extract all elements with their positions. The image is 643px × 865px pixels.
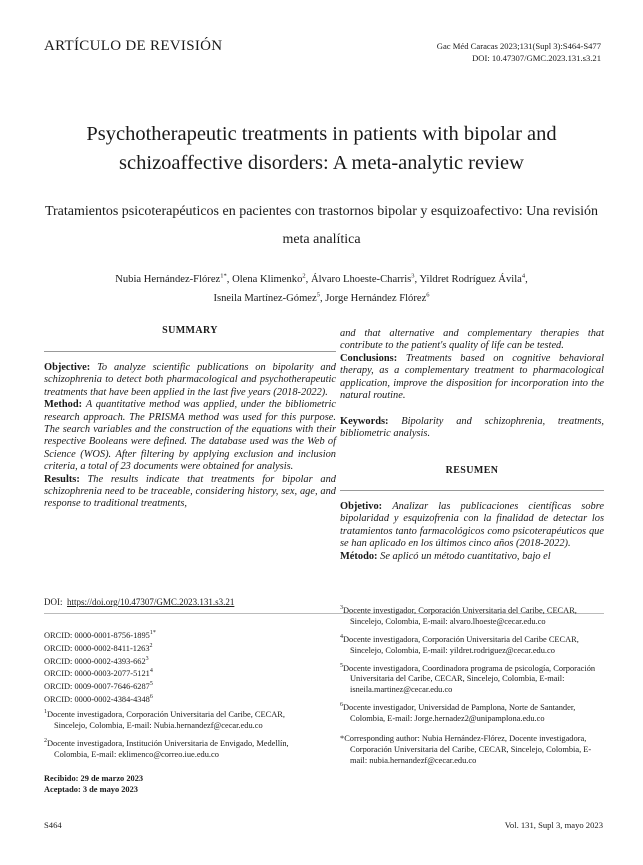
orcid-item[interactable]: ORCID: $0000-0002-4393-662^3$ [44,655,149,666]
journal-citation [437,40,601,64]
affiliation: $^5$Docente investigadora, Coordinadora programa de psicología, Corporación Universitaria del Caribe, CECAR, Sincelejo, Colombia, E-mail: isneila.martinez@cecar.edu.co [340,662,596,695]
volume-info: Vol. 131, Supl 3, mayo 2023 [504,820,603,830]
orcid-item[interactable]: ORCID: 0000-0002-4384-4348$^6$ [44,693,153,704]
affiliation: $^4$Docente investigadora, Corporación Universitaria del Caribe CECAR, Sincelejo, Colombia, E-mail: yildret.rodriguez@cecar.edu.co [340,633,579,655]
corresponding-author: *Corresponding author: Nubia Hernández-Flórez, Docente investigadora, Corporación Universitaria del Caribe, CECAR, Sincelejo, Colombia, E-mail: nubia.hernandezf@cecar.edu.co [340,734,592,766]
journal-line: Gac Méd Caracas 2023;131(Supl 3):S464-S477 [436,41,601,51]
article-title: Psychotherapeutic treatments in patients with bipolar and schizoaffective disorders: A meta-analytic review [86,123,557,174]
author: Jorge Hernández Flórez$^6$ [325,291,430,305]
article-dates [44,773,143,795]
doi-link[interactable]: https://doi.org/10.47307/GMC.2023.131.s3.21 [67,597,235,607]
resumen-abstract: Objetivo: Analizar las publicaciones científicas sobre bipolaridad y esquizofrenia con la finalidad de detectar los tratamientos tanto farmacológicos como psicoterapéuticos que se han aplicado en los últimos cinco años (2018-2022). Método: Se aplicó un método cuantitativo, bajo el [340,501,604,562]
page-number: S464 [44,820,62,830]
summary-abstract: Objective: To analyze scientific publications on bipolarity and schizophrenia to detect both pharmacological and psychotherapeutic treatments that have been applied in the last five years (2018-2022). Method: A quantitative method was applied, under the bibliometric research approach. The PRISMA method was used for this purpose. The search variables and the construction of the equations with their respective Booleans were defined. The database used was the Web of Science (WOS). After filtering by applying exclusion and inclusion criteria, a total of 23 documents were obtained for analysis. Results: The results indicate that treatments for bipolar and schizophrenia need to be traceable, considering history, sex, age, and response to traditional treatments, [44,362,336,510]
journal-doi: DOI: 10.47307/GMC.2023.131.s3.21 [472,53,601,63]
orcid-item[interactable]: ORCID: 0000-0003-2077-5121$^4$ [44,668,153,679]
article-title-spanish: Tratamientos psicoterapéuticos en pacientes con trastornos bipolar y esquizoafectivo: Una revisión meta analítica [44,204,599,247]
author: Álvaro Lhoeste-Charris$^3$, [310,272,418,285]
summary-continued: and that alternative and complementary therapies that contribute to the patient's quality of life can be tested. Conclusions: Treatments based on cognitive behavioral therapy, as a complementary treatment to pharmacological application, improve the disposition for incorporation into the natural routine. [340,328,605,402]
accepted-date: Aceptado: 3 de mayo 2023 [44,785,138,794]
doi-line: DOI: https://doi.org/10.47307/GMC.2023.131.s3.21 [44,597,235,607]
keywords: Keywords: Bipolarity and schizophrenia, treatments, bibliometric analysis. [340,416,604,440]
author: Yildret Rodríguez Ávila$^4$, [419,272,528,285]
orcid-item[interactable]: ORCID: 0000-0002-8411-1263$^2$ [44,642,153,653]
resumen-heading: RESUMEN [445,465,499,476]
affiliations-right [340,603,604,771]
received-date: Recibido: 29 de marzo 2023 [44,774,144,783]
divider [44,351,336,352]
orcid-item[interactable]: ORCID: 0009-0007-7646-6287$^5$ [44,681,153,691]
orcid-list [44,628,324,705]
affiliation: $^1$Docente investigadora, Corporación Universitaria del Caribe, CECAR, Sincelejo, Colombia, E-mail: Nubia.hernandezf@cecar.edu.co [44,709,285,730]
author-list [40,268,603,307]
summary-heading: SUMMARY [162,325,218,336]
affiliation: $^3$Docente investigador, Corporación Universitaria del Caribe, CECAR, Sincelejo, Colombia, E-mail: alvaro.lhoeste@cecar.edu.co [340,605,577,626]
affiliations-left [44,707,312,765]
author: Isneila Martínez-Gómez$^5$, [213,291,323,305]
section-label: ARTÍCULO DE REVISIÓN [44,38,223,54]
divider [340,490,604,491]
affiliation: $^2$Docente investigadora, Institución Universitaria de Envigado, Medellín, Colombia, E-mail: eklimenco@correo.iue.edu.co [44,737,289,759]
author: Nubia Hernández-Flórez$^{1*}$, [115,272,230,285]
orcid-item[interactable]: ORCID: $0000-0001-8756-1895^{1*}$ [44,630,156,640]
affiliation: $^6$Docente investigador, Universidad de Pamplona, Norte de Santander, Colombia, E-mail: Jorge.hernadez2@unipamplona.edu.co [340,702,576,724]
author: Olena Klimenko$^2$, [232,272,309,285]
